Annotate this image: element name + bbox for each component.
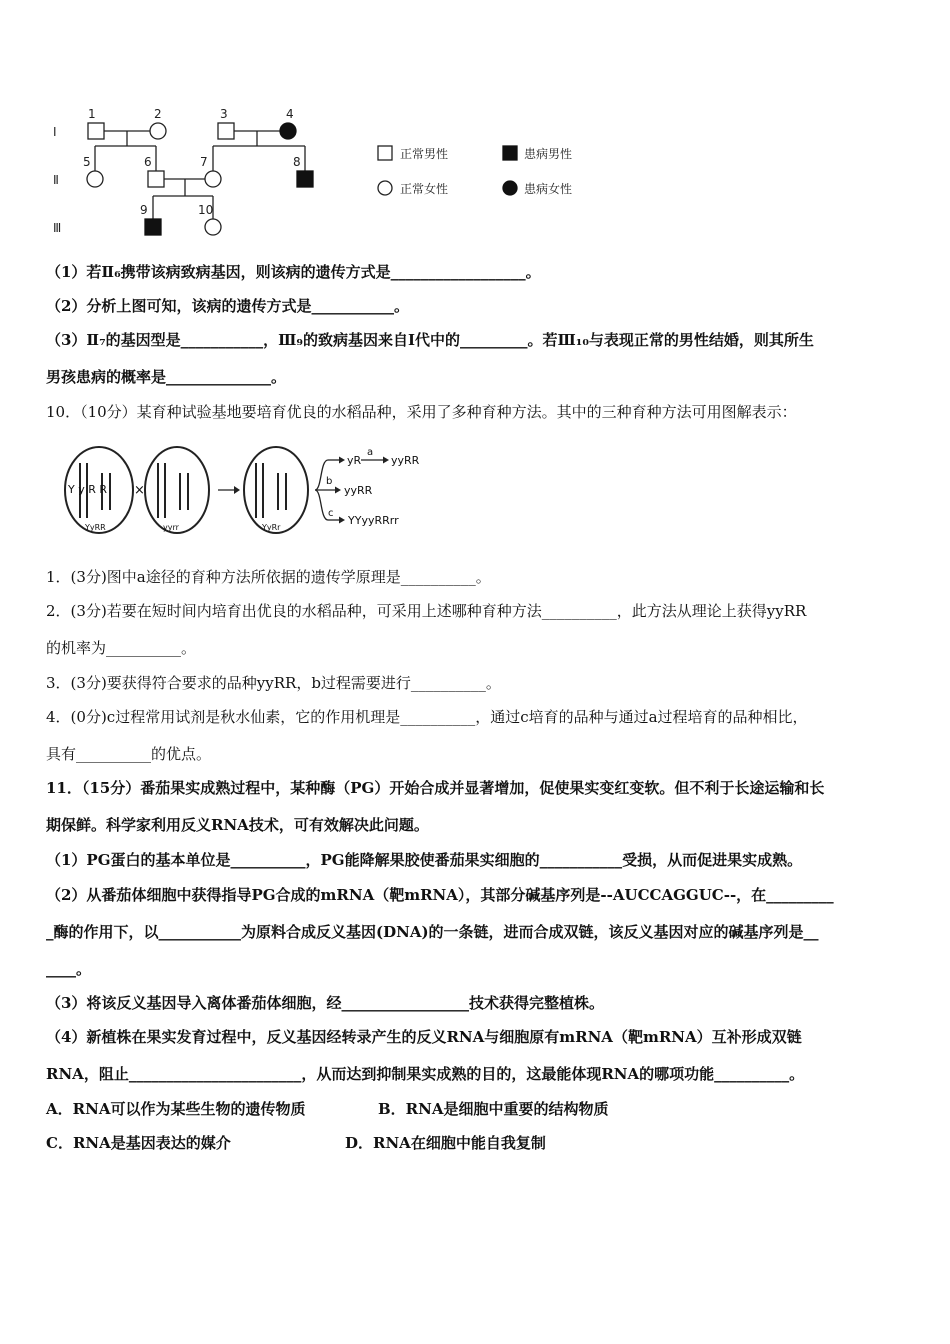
pedigree-id-7: 7 <box>200 155 208 169</box>
breeding-diagram <box>60 438 440 538</box>
q9-line-2: （2）分析上图可知，该病的遗传方式是___________。 <box>46 297 409 315</box>
legend-normal-male-label: 正常男性 <box>400 147 449 161</box>
path-a-label: a <box>367 447 374 458</box>
pedigree-chart <box>40 100 600 245</box>
path-c-result: YYyyRRrr <box>348 514 399 527</box>
pedigree-I4-affected-female <box>280 123 296 139</box>
pedigree-II7-normal-female <box>205 171 221 187</box>
legend-normal-female-label: 正常女性 <box>400 182 449 196</box>
path-b-label: b <box>326 476 333 487</box>
q9-line-4: 男孩患病的概率是______________。 <box>46 368 287 386</box>
pedigree-id-3: 3 <box>220 107 228 121</box>
pedigree-III9-affected-male <box>145 219 161 235</box>
cross-symbol: × <box>134 483 145 498</box>
q10-sub-4a: 4．(0分)c过程常用试剂是秋水仙素，它的作用机理是__________，通过c培育的品种与通过a过程培育的品种相比， <box>46 708 808 726</box>
parent-cell-2 <box>145 447 209 533</box>
q11-option-b: B．RNA是细胞中重要的结构物质 <box>378 1100 609 1118</box>
q9-line-1: （1）若Ⅱ₆携带该病致病基因，则该病的遗传方式是__________________。 <box>46 263 541 281</box>
q9-line-3: （3）Ⅱ₇的基因型是___________，Ⅲ₉的致病基因来自Ⅰ代中的_________。若Ⅲ₁₀与表现正常的男性结婚，则其所生 <box>46 331 814 349</box>
offspring-cell <box>244 447 308 533</box>
pedigree-II5-normal-female <box>87 171 103 187</box>
path-a-intermediate: yR <box>347 454 362 467</box>
q11-option-a: A．RNA可以作为某些生物的遗传物质 <box>46 1100 306 1118</box>
q11-line-3: （1）PG蛋白的基本单位是__________，PG能降解果胶使番茄果实细胞的___________受损，从而促进果实成熟。 <box>46 851 803 869</box>
q10-sub-4b: 具有__________的优点。 <box>46 745 212 763</box>
q10-sub-1: 1．(3分)图中a途径的育种方法所依据的遗传学原理是__________。 <box>46 568 491 586</box>
pedigree-id-9: 9 <box>140 203 148 217</box>
legend-normal-male-icon <box>378 146 392 160</box>
q11-line-4: （2）从番茄体细胞中获得指导PG合成的mRNA（靶mRNA），其部分碱基序列是--AUCCAGGUC--，在_________ <box>46 886 834 904</box>
legend-affected-female-label: 患病女性 <box>524 182 573 196</box>
pedigree-id-1: 1 <box>88 107 96 121</box>
q11-line-5: _酶的作用下，以___________为原料合成反义基因(DNA)的一条链，进而合成双链，该反义基因对应的碱基序列是__ <box>46 923 819 941</box>
legend-affected-male-label: 患病男性 <box>524 147 573 161</box>
gen-label-III: Ⅲ <box>53 221 62 235</box>
pedigree-II6-normal-male <box>148 171 164 187</box>
pedigree-II8-affected-male <box>297 171 313 187</box>
cell1-gene-labels: Y y R R <box>68 483 108 496</box>
pedigree-I3-normal-male <box>218 123 234 139</box>
pedigree-id-8: 8 <box>293 155 301 169</box>
q10-sub-3: 3．(3分)要获得符合要求的品种yyRR，b过程需要进行__________。 <box>46 674 501 692</box>
pedigree-id-5: 5 <box>83 155 91 169</box>
gen-label-I: Ⅰ <box>53 125 57 139</box>
pedigree-id-6: 6 <box>144 155 152 169</box>
pedigree-I2-normal-female <box>150 123 166 139</box>
pedigree-id-10: 10 <box>198 203 214 217</box>
q11-option-d: D．RNA在细胞中能自我复制 <box>345 1134 546 1152</box>
q11-line-9: RNA，阻止_______________________，从而达到抑制果实成熟的目的，这最能体现RNA的哪项功能__________。 <box>46 1065 805 1083</box>
q10-intro: 10．（10分）某育种试验基地要培育优良的水稻品种，采用了多种育种方法。其中的三种育种方法可用图解表示： <box>46 403 797 421</box>
gen-label-II: Ⅱ <box>53 173 59 187</box>
cell1-label: YyRR <box>85 523 106 532</box>
legend-affected-male-icon <box>503 146 517 160</box>
path-a-result: yyRR <box>391 454 420 467</box>
q11-line-6: ____。 <box>46 960 92 978</box>
pedigree-id-2: 2 <box>154 107 162 121</box>
pedigree-III10-normal-female <box>205 219 221 235</box>
q11-line-7: （3）将该反义基因导入离体番茄体细胞，经_________________技术获得完整植株。 <box>46 994 604 1012</box>
q11-line-2: 期保鲜。科学家利用反义RNA技术，可有效解决此问题。 <box>46 816 429 834</box>
legend-normal-female-icon <box>378 181 392 195</box>
q11-option-c: C．RNA是基因表达的媒介 <box>46 1134 231 1152</box>
pedigree-id-4: 4 <box>286 107 294 121</box>
q11-line-1: 11．（15分）番茄果实成熟过程中，某种酶（PG）开始合成并显著增加，促使果实变红变软。但不利于长途运输和长 <box>46 779 825 797</box>
q10-sub-2b: 的机率为__________。 <box>46 639 197 657</box>
pedigree-I1-normal-male <box>88 123 104 139</box>
q10-sub-2a: 2．(3分)若要在短时间内培育出优良的水稻品种，可采用上述哪种育种方法__________，此方法从理论上获得yyRR <box>46 602 807 620</box>
q11-line-8: （4）新植株在果实发育过程中，反义基因经转录产生的反义RNA与细胞原有mRNA（靶mRNA）互补形成双链 <box>46 1028 802 1046</box>
path-c-label: c <box>328 508 334 519</box>
legend-affected-female-icon <box>503 181 517 195</box>
path-b-result: yyRR <box>344 484 373 497</box>
cell3-label: YyRr <box>262 523 281 532</box>
cell2-label: yyrr <box>163 523 179 532</box>
